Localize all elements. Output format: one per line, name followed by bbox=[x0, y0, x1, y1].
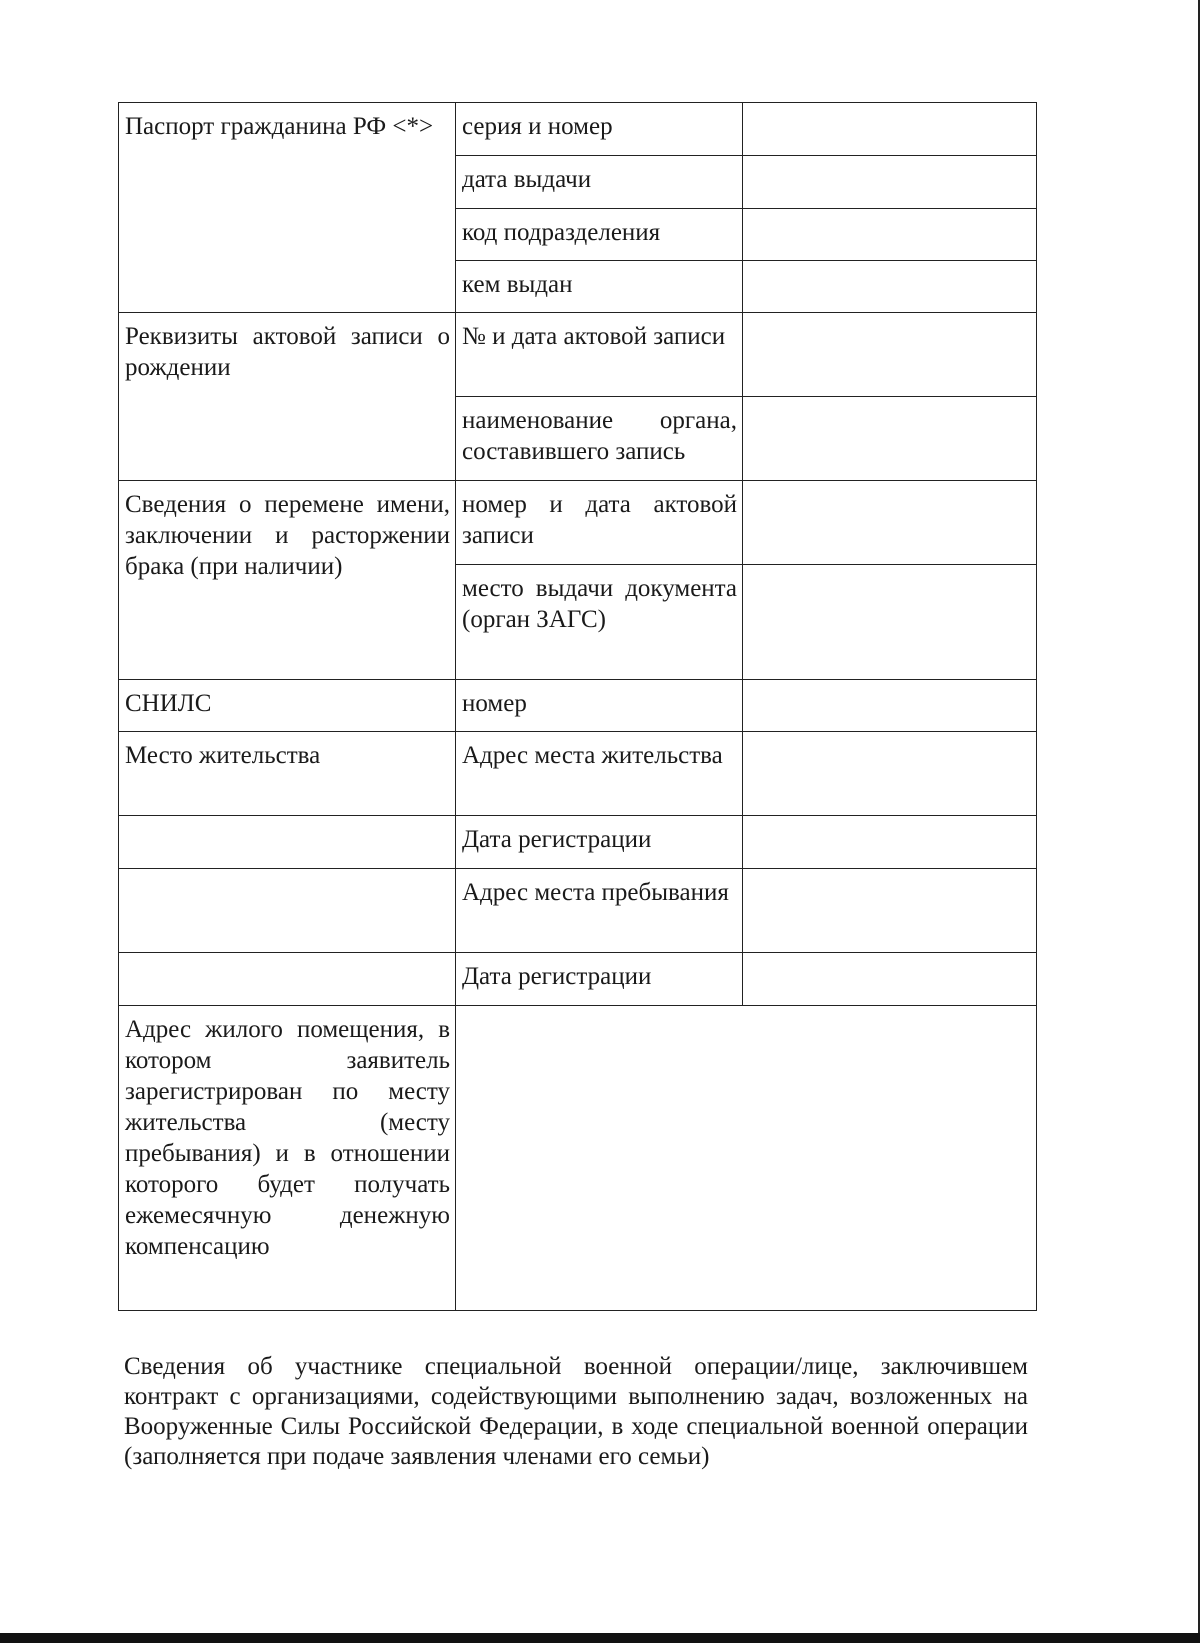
stay-address-value[interactable] bbox=[743, 869, 1037, 953]
stay-row bbox=[119, 869, 1037, 953]
residence-row bbox=[119, 732, 1037, 816]
passport-label: Паспорт гражданина РФ <*> bbox=[119, 103, 456, 313]
birth-record-authority-label: наименование органа, составившего запись bbox=[456, 397, 743, 481]
stay-empty-cell bbox=[119, 869, 456, 953]
passport-department-code-label: код подразделения bbox=[456, 209, 743, 261]
residence-address-label: Адрес места жительства bbox=[456, 732, 743, 816]
compensation-address-row bbox=[119, 1006, 1037, 1311]
stay-registration-date-value[interactable] bbox=[743, 953, 1037, 1006]
birth-record-authority-value[interactable] bbox=[743, 397, 1037, 481]
residence-empty-cell bbox=[119, 816, 456, 869]
passport-series-number-label: серия и номер bbox=[456, 103, 743, 156]
stay-row bbox=[119, 953, 1037, 1006]
snils-number-value[interactable] bbox=[743, 680, 1037, 732]
name-change-record-value[interactable] bbox=[743, 481, 1037, 565]
passport-issued-by-label: кем выдан bbox=[456, 261, 743, 313]
snils-number-label: номер bbox=[456, 680, 743, 732]
stay-empty-cell bbox=[119, 953, 456, 1006]
snils-label: СНИЛС bbox=[119, 680, 456, 732]
birth-record-number-date-label: № и дата актовой записи bbox=[456, 313, 743, 397]
name-change-issue-place-label: место выдачи документа (орган ЗАГС) bbox=[456, 565, 743, 680]
passport-department-code-value[interactable] bbox=[743, 209, 1037, 261]
birth-record-number-date-value[interactable] bbox=[743, 313, 1037, 397]
residence-row bbox=[119, 816, 1037, 869]
applicant-data-table bbox=[118, 102, 1037, 1311]
passport-row bbox=[119, 103, 1037, 156]
stay-address-label: Адрес места пребывания bbox=[456, 869, 743, 953]
name-change-label: Сведения о перемене имени, заключении и расторжении брака (при наличии) bbox=[119, 481, 456, 680]
scan-border bbox=[0, 1633, 1200, 1643]
birth-record-label: Реквизиты актовой записи о рождении bbox=[119, 313, 456, 481]
name-change-row bbox=[119, 481, 1037, 565]
passport-issued-by-value[interactable] bbox=[743, 261, 1037, 313]
snils-row bbox=[119, 680, 1037, 732]
residence-address-value[interactable] bbox=[743, 732, 1037, 816]
birth-record-row bbox=[119, 313, 1037, 397]
residence-registration-date-value[interactable] bbox=[743, 816, 1037, 869]
passport-issue-date-value[interactable] bbox=[743, 156, 1037, 209]
svo-participant-note: Сведения об участнике специальной военной операции/лице, заключившем контракт с организациями, содействующими выполнению задач, возложенных на Вооруженные Силы Российской Федерации, в ходе специальной военной операции (заполняется при подаче заявления членами его семьи) bbox=[124, 1353, 1028, 1470]
name-change-issue-place-value[interactable] bbox=[743, 565, 1037, 680]
compensation-address-label: Адрес жилого помещения, в котором заявитель зарегистрирован по месту жительства (месту пребывания) и в отношении которого будет получать ежемесячную денежную компенсацию bbox=[119, 1006, 456, 1311]
residence-registration-date-label: Дата регистрации bbox=[456, 816, 743, 869]
passport-issue-date-label: дата выдачи bbox=[456, 156, 743, 209]
passport-series-number-value[interactable] bbox=[743, 103, 1037, 156]
residence-label: Место жительства bbox=[119, 732, 456, 816]
compensation-address-value[interactable] bbox=[456, 1006, 1037, 1311]
name-change-record-label: номер и дата актовой записи bbox=[456, 481, 743, 565]
stay-registration-date-label: Дата регистрации bbox=[456, 953, 743, 1006]
